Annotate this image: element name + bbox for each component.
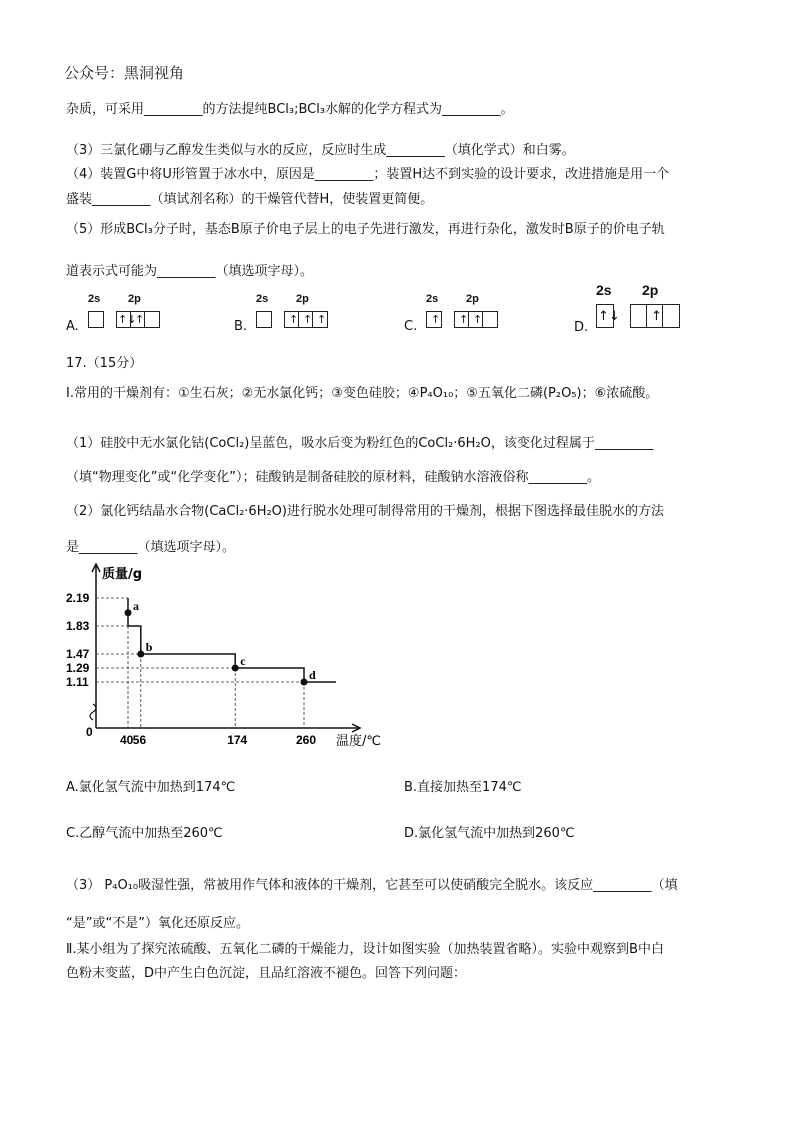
x-tick-label: 56 — [132, 733, 147, 747]
axis-break-icon — [90, 704, 96, 720]
orbital-2s-box — [426, 311, 442, 328]
electron-arrow: ↑↓ — [118, 313, 137, 326]
data-point-d — [301, 679, 308, 686]
option-letter: C. — [404, 319, 418, 334]
text-line-s1: Ⅰ.常用的干燥剂有：①生石灰；②无水氯化钙；③变色硅胶；④P₄O₁₀；⑤五氧化二磷(P₂O₅)；⑥浓硫酸。 — [66, 386, 659, 401]
question-17-header: 17.（15分） — [66, 356, 143, 371]
text-line-s8: Ⅱ.某小组为了探究浓硫酸、五氧化二磷的干燥能力，设计如图实验（加热装置省略）。实验中观察到B中白 — [66, 942, 664, 957]
option-letter: B. — [234, 319, 248, 334]
orbital-2s-label: 2s — [596, 282, 612, 298]
y-axis-label: 质量/g — [102, 567, 143, 582]
y-tick-label: 2.19 — [66, 591, 90, 605]
electron-arrow: ↑↓ — [598, 309, 620, 324]
answer-option-b: B.直接加热至174℃ — [404, 780, 522, 795]
x-tick-label: 40 — [120, 733, 134, 747]
electron-arrow: ↑ — [317, 313, 327, 326]
orbital-2s-label: 2s — [256, 293, 269, 305]
text-line-1: 杂质，可采用_________的方法提纯BCl₃;BCl₃水解的化学方程式为_________。 — [66, 102, 514, 117]
data-point-label-c: c — [240, 654, 246, 668]
data-point-label-a: a — [133, 598, 139, 613]
orbital-2s-label: 2s — [426, 293, 439, 305]
orbital-2p-box — [454, 311, 498, 328]
option-letter: A. — [66, 319, 79, 334]
electron-arrow: ↑ — [651, 309, 662, 324]
orbital-2p-box — [116, 311, 160, 328]
text-line-6: 道表示式可能为_________（填选项字母）。 — [66, 264, 314, 279]
data-point-b — [137, 651, 144, 658]
answer-option-c: C.乙醇气流中加热至260℃ — [66, 826, 223, 841]
data-point-label-d: d — [309, 668, 316, 682]
x-tick-label: 174 — [227, 733, 248, 747]
orbital-2s-box — [88, 311, 104, 328]
text-line-5: （5）形成BCl₃分子时，基态B原子价电子层上的电子先进行激发，再进行杂化，激发时B原子的价电子轨 — [66, 222, 665, 237]
electron-arrow: ↑ — [431, 313, 441, 326]
x-axis-label: 温度/℃ — [336, 734, 381, 749]
orbital-2p-box — [284, 311, 328, 328]
text-line-s2: （1）硅胶中无水氯化钴(CoCl₂)呈蓝色，吸水后变为粉红色的CoCl₂·6H₂O，该变化过程属于_________ — [66, 436, 654, 451]
watermark: 公众号：黑洞视角 — [64, 64, 185, 82]
text-line-2: （3）三氯化硼与乙醇发生类似与水的反应，反应时生成_________（填化学式）和白雾。 — [66, 143, 575, 158]
orbital-divider — [646, 305, 647, 327]
orbital-2s-box — [596, 304, 620, 328]
text-line-s5: 是_________（填选项字母）。 — [66, 540, 236, 555]
text-line-s6: （3） P₄O₁₀吸湿性强，常被用作气体和液体的干燥剂，它甚至可以使硝酸完全脱水。该反应_________（填 — [66, 878, 678, 893]
orbital-2p-box — [630, 304, 680, 328]
orbital-2p-label: 2p — [128, 293, 141, 305]
text-line-s9: 色粉末变蓝，D中产生白色沉淀，且品红溶液不褪色。回答下列问题： — [66, 966, 467, 981]
text-line-s7: “是”或“不是”）氧化还原反应。 — [66, 916, 249, 931]
orbital-2s-label: 2s — [88, 293, 101, 305]
text-line-4: 盛装_________（填试剂名称）的干燥管代替H，使装置更简便。 — [66, 192, 434, 207]
mass-temperature-chart — [60, 560, 390, 750]
data-point-label-b: b — [145, 640, 153, 654]
origin-label: 0 — [86, 725, 93, 739]
electron-arrow: ↑ — [459, 313, 469, 326]
x-tick-label: 260 — [296, 733, 317, 747]
y-tick-label: 1.83 — [66, 619, 90, 633]
y-tick-label: 1.29 — [66, 661, 90, 675]
y-tick-label: 1.11 — [66, 675, 89, 689]
data-point-c — [232, 665, 239, 672]
answer-option-a: A.氯化氢气流中加热到174℃ — [66, 780, 236, 795]
text-line-s3: （填“物理变化”或“化学变化”）；硅酸钠是制备硅胶的原材料，硅酸钠水溶液俗称_________。 — [66, 470, 600, 485]
y-tick-label: 1.47 — [66, 647, 90, 661]
data-point-a — [125, 609, 132, 616]
answer-option-d: D.氯化氢气流中加热到260℃ — [404, 826, 575, 841]
orbital-2p-label: 2p — [466, 293, 479, 305]
electron-arrow: ↑ — [473, 313, 483, 326]
text-line-s4: （2）氯化钙结晶水合物(CaCl₂·6H₂O)进行脱水处理可制得常用的干燥剂，根据下图选择最佳脱水的方法 — [66, 504, 664, 519]
orbital-2s-box — [256, 311, 272, 328]
electron-arrow: ↑ — [303, 313, 313, 326]
electron-arrow: ↑ — [135, 313, 145, 326]
orbital-2p-label: 2p — [296, 293, 309, 305]
orbital-2p-label: 2p — [642, 282, 659, 298]
option-letter: D. — [574, 320, 589, 335]
orbital-divider — [662, 305, 663, 327]
text-line-3: （4）装置G中将U形管置于冰水中，原因是_________；装置H达不到实验的设计要求，改进措施是用一个 — [66, 167, 670, 182]
electron-arrow: ↑ — [289, 313, 299, 326]
